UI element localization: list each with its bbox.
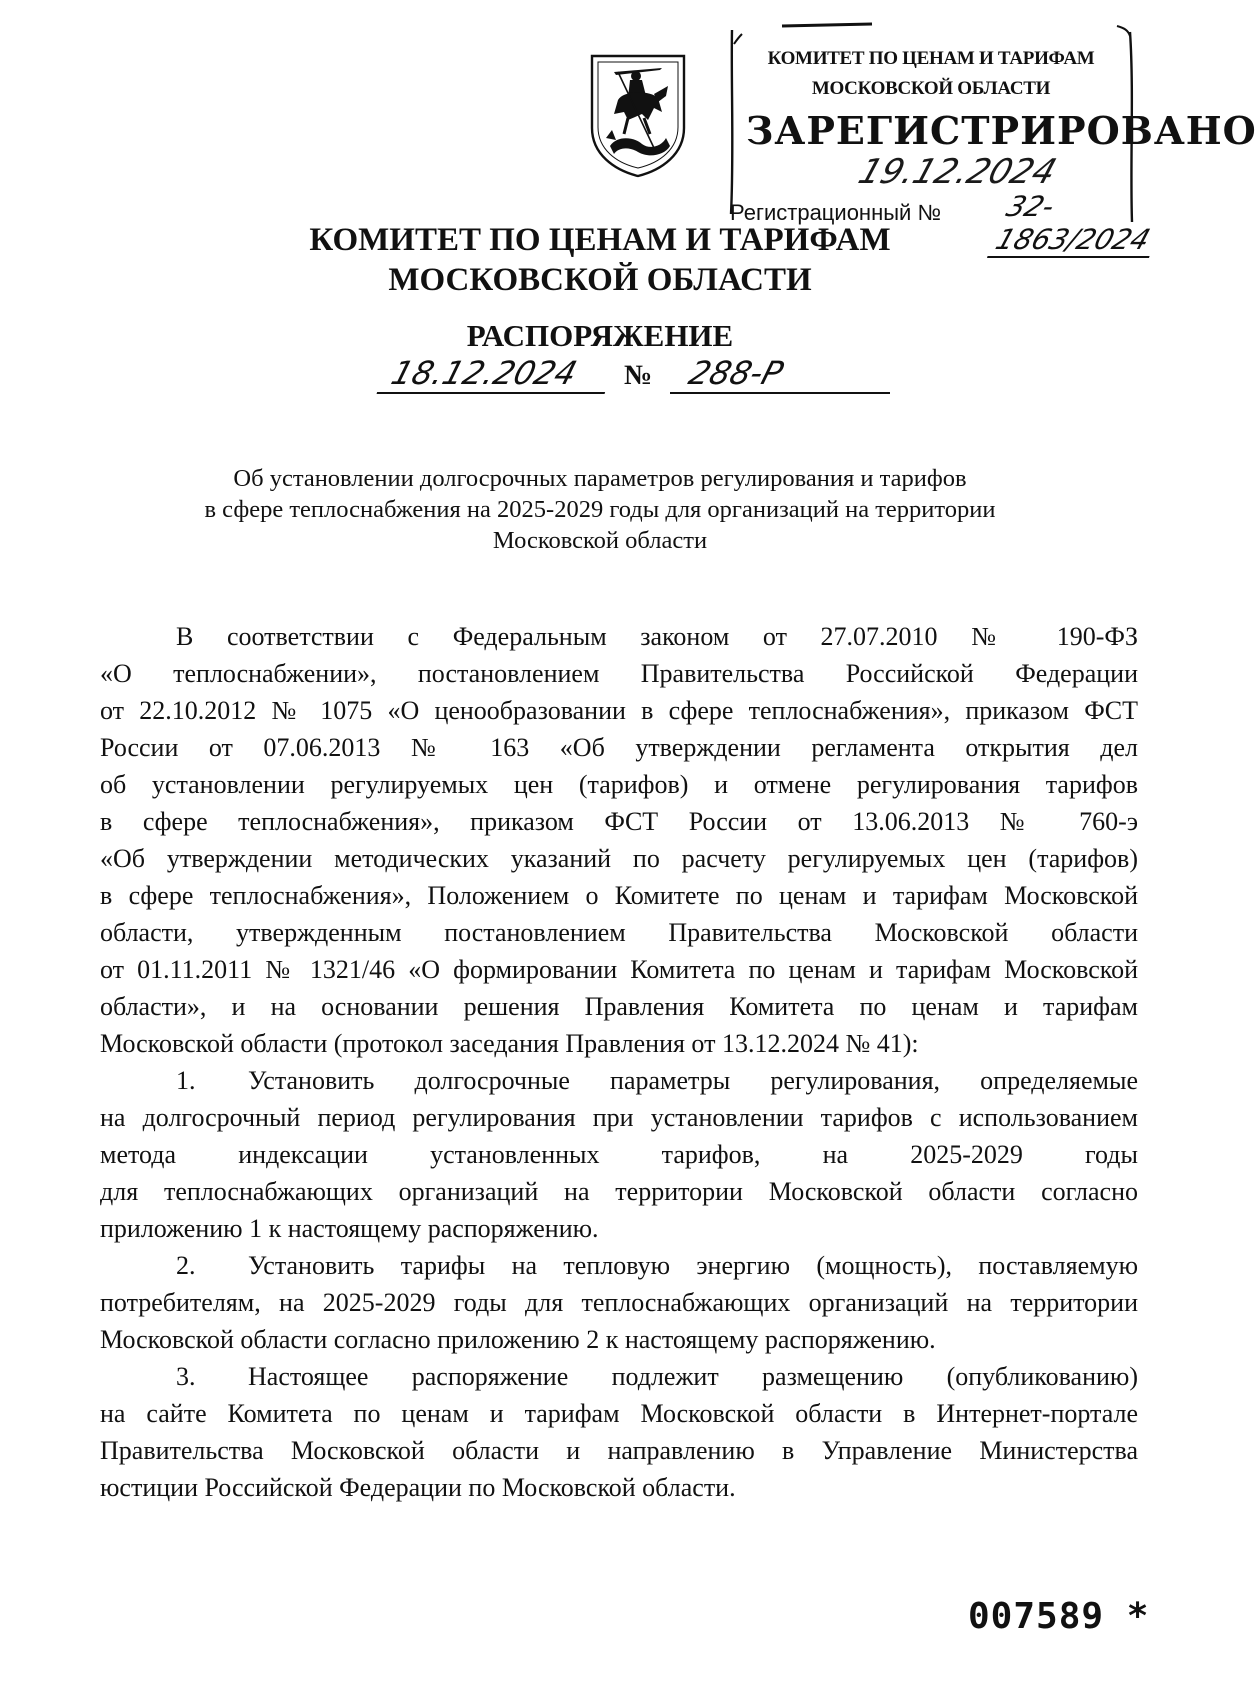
stamp-reg-number-label: Регистрационный № [730, 200, 942, 225]
item-number: 3. [176, 1362, 196, 1391]
item-text: Установить долгосрочные параметры регулирования, определяемые [248, 1066, 1138, 1095]
title-line: Об установлении долгосрочных параметров регулирования и тарифов [233, 465, 967, 492]
document-date: 18.12.2024 [377, 356, 616, 394]
body-line: Московской области (протокол заседания Правления от 13.12.2024 № 41): [100, 1029, 919, 1058]
body-line: на сайте Комитета по ценам и тарифам Московской области в Интернет-портале [100, 1399, 1138, 1428]
stamp-registered-label: ЗАРЕГИСТРИРОВАНО [746, 108, 1257, 153]
body-line: для теплоснабжающих организаций на территории Московской области согласно [100, 1177, 1138, 1206]
stamp-reg-number: 32-1863/2024 [987, 190, 1171, 258]
body-line: «Об утверждении методических указаний по расчету регулируемых цен (тарифов) [100, 844, 1138, 873]
body-line [100, 1247, 1138, 1284]
number-sign: № [624, 360, 653, 391]
body-line: юстиции Российской Федерации по Московской области. [100, 1473, 736, 1502]
title-line: в сфере теплоснабжения на 2025-2029 годы для организаций на территории [204, 496, 996, 523]
body-line: потребителям, на 2025-2029 годы для теплоснабжающих организаций на территории [100, 1288, 1138, 1317]
body-line [100, 1062, 1138, 1099]
item-2-paragraph [100, 1247, 1138, 1358]
body-line: Правительства Московской области и направлению в Управление Министерства [100, 1436, 1138, 1465]
document-number [670, 356, 890, 394]
item-3-paragraph [100, 1358, 1138, 1506]
registration-stamp [722, 22, 1257, 256]
body-line: метода индексации установленных тарифов, на 2025-2029 годы [100, 1140, 1138, 1169]
item-text: Настоящее распоряжение подлежит размещению (опубликованию) [248, 1362, 1138, 1391]
coat-of-arms-icon [584, 50, 692, 180]
item-number: 1. [176, 1066, 196, 1095]
item-number: 2. [176, 1251, 196, 1280]
body-line: Московской области согласно приложению 2 к настоящему распоряжению. [100, 1325, 936, 1354]
document-type: РАСПОРЯЖЕНИЕ [466, 318, 734, 353]
document-title [100, 463, 1100, 556]
body-line [100, 1358, 1138, 1395]
stamp-org-line2: МОСКОВСКОЙ ОБЛАСТИ [811, 78, 1051, 99]
body-line: в сфере теплоснабжения», приказом ФСТ России от 13.06.2013 № 760-э [100, 807, 1138, 836]
body-line: «О теплоснабжении», постановлением Правительства Российской Федерации [100, 659, 1138, 688]
item-1-paragraph [100, 1062, 1138, 1247]
stamp-org-line1: КОМИТЕТ ПО ЦЕНАМ И ТАРИФАМ [767, 48, 1095, 69]
document-number-value: 288-Р [684, 354, 788, 392]
document-body [100, 618, 1138, 1506]
body-line: от 01.11.2011 № 1321/46 «О формировании Комитета по ценам и тарифам Московской [100, 955, 1138, 984]
document-date-number-line [380, 356, 840, 396]
body-line: области», и на основании решения Правления Комитета по ценам и тарифам [100, 992, 1138, 1021]
title-line: Московской области [492, 527, 708, 554]
body-line: в сфере теплоснабжения», Положением о Комитете по ценам и тарифам Московской [100, 881, 1138, 910]
body-line: России от 07.06.2013 № 163 «Об утверждении регламента открытия дел [100, 733, 1138, 762]
committee-name-line2: МОСКОВСКОЙ ОБЛАСТИ [388, 262, 812, 298]
stamp-date: 19.12.2024 [853, 152, 1062, 192]
body-line: на долгосрочный период регулирования при установлении тарифов с использованием [100, 1103, 1138, 1132]
body-line: В соответствии с Федеральным законом от 27.07.2010 № 190-ФЗ [176, 622, 1138, 651]
committee-name-line1: КОМИТЕТ ПО ЦЕНАМ И ТАРИФАМ [309, 222, 891, 258]
body-line: приложению 1 к настоящему распоряжению. [100, 1214, 599, 1243]
body-line: области, утвержденным постановлением Правительства Московской области [100, 918, 1138, 947]
body-line: от 22.10.2012 № 1075 «О ценообразовании в сфере теплоснабжения», приказом ФСТ [100, 696, 1138, 725]
item-text: Установить тарифы на тепловую энергию (мощность), поставляемую [248, 1251, 1138, 1280]
body-line: об установлении регулируемых цен (тарифов) и отмене регулирования тарифов [100, 770, 1138, 799]
serial-number: 007589 * [968, 1596, 1150, 1637]
preamble-paragraph [100, 618, 1138, 1062]
